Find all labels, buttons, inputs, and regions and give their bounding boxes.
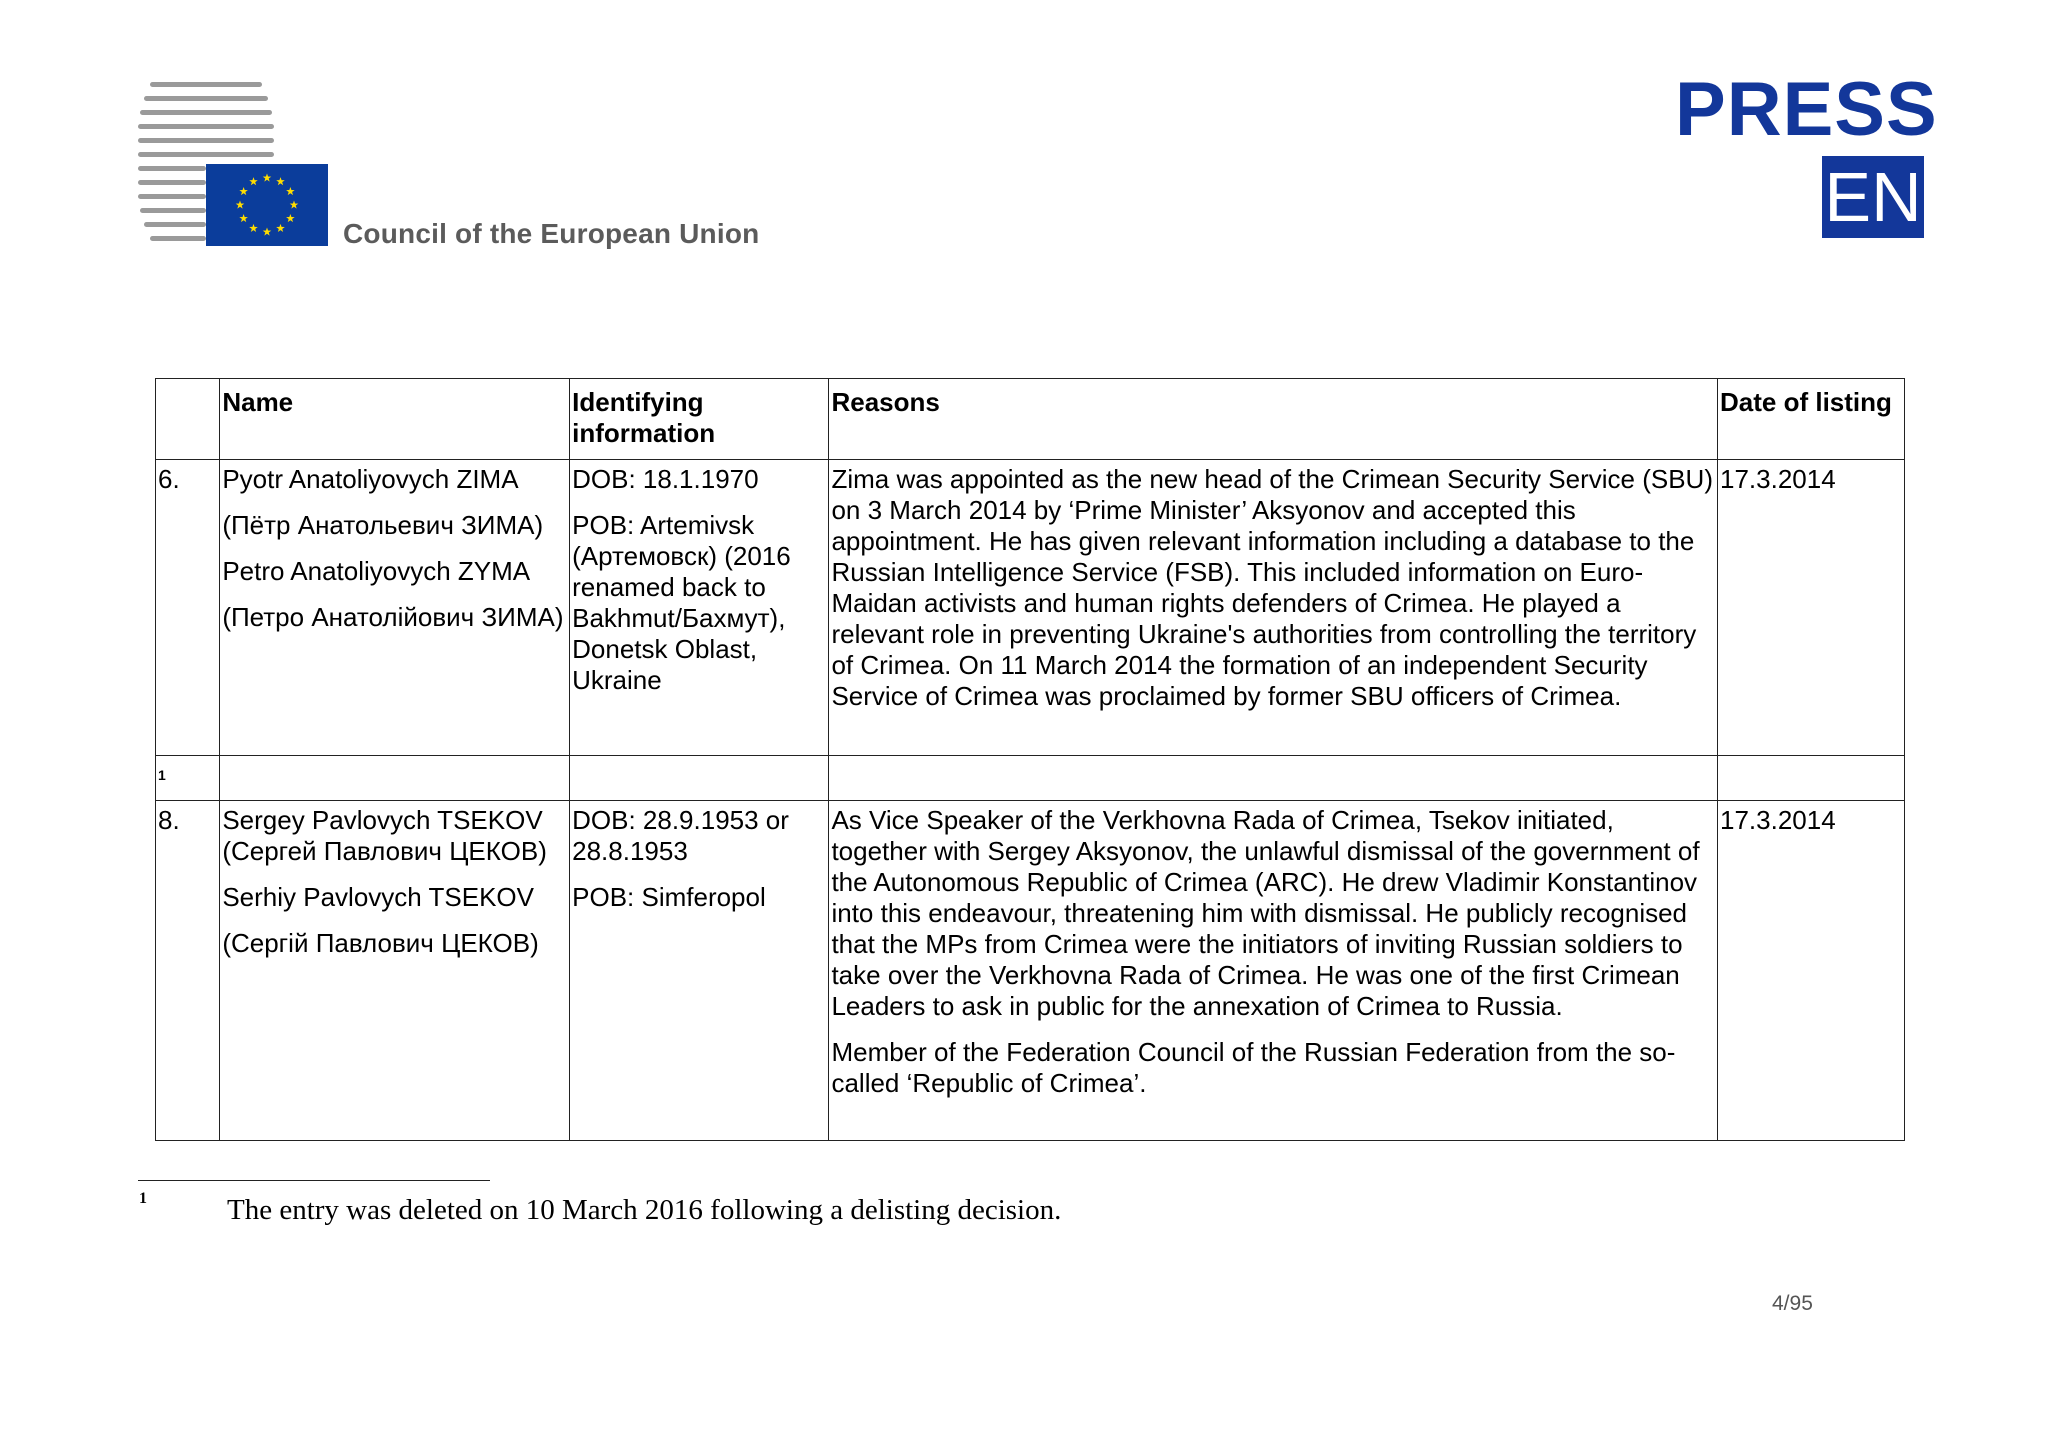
flag-star-icon xyxy=(249,177,258,185)
table-row-deleted xyxy=(156,756,1905,801)
entry-number: 6. xyxy=(156,460,220,756)
flag-star-icon xyxy=(239,214,248,222)
entry-number: 8. xyxy=(156,801,220,1141)
footnote-marker: 1 xyxy=(139,1190,147,1207)
entry-reasons xyxy=(829,801,1718,1141)
flag-star-icon xyxy=(236,201,245,209)
header-reasons: Reasons xyxy=(829,379,1718,460)
footnote-text: The entry was deleted on 10 March 2016 following a delisting decision. xyxy=(227,1194,1062,1226)
entry-name: Sergey Pavlovych TSEKOV (Сергей Павлович ЦЕКОВ) xyxy=(222,805,547,866)
entry-reason-paragraph: Zima was appointed as the new head of the Crimean Security Service (SBU) on 3 March 2014 by ‘Prime Minister’ Aksyonov and accepted this appointment. He has given relevant information including a database to the Russian Intelligence Service (FSB). This included information on Euro-Maidan activists and human rights defenders of Crimea. He played a relevant role in preventing Ukraine's authorities from controlling the territory of Crimea. On 11 March 2014 the formation of an independent Security Service of Crimea was proclaimed by former SBU officers of Crimea. xyxy=(831,464,1713,711)
entry-reason-paragraph: As Vice Speaker of the Verkhovna Rada of Crimea, Tsekov initiated, together with Sergey Aksyonov, the unlawful dismissal of the government of the Autonomous Republic of Crimea (ARC). He drew Vladimir Konstantinov into this endeavour, threatening him with dismissal. He publicly recognised that the MPs from Crimea were the initiators of inviting Russian soldiers to take over the Verkhovna Rada of Crimea. He was one of the first Crimean Leaders to ask in public for the annexation of Crimea to Russia. xyxy=(831,805,1700,1021)
entry-reason-paragraph: Member of the Federation Council of the Russian Federation from the so-called ‘Republic of Crimea’. xyxy=(831,1037,1676,1098)
entry-date: 17.3.2014 xyxy=(1718,801,1905,1141)
entry-name: Pyotr Anatoliyovych ZIMA xyxy=(222,464,519,494)
entry-name: Serhiy Pavlovych TSEKOV xyxy=(222,882,534,912)
footnote-reference: 1 xyxy=(156,756,220,801)
entry-name: (Пётр Анатольевич ЗИМА) xyxy=(222,510,544,540)
flag-star-icon xyxy=(276,224,285,232)
entry-identifying xyxy=(570,801,829,1141)
flag-star-icon xyxy=(263,228,272,236)
entry-name: (Сергій Павлович ЦЕКОВ) xyxy=(222,928,539,958)
entry-reasons xyxy=(829,460,1718,756)
entry-dob: DOB: 28.9.1953 or 28.8.1953 xyxy=(572,805,789,866)
entry-names xyxy=(220,460,570,756)
entry-dob: DOB: 18.1.1970 xyxy=(572,464,759,494)
flag-star-icon xyxy=(263,174,272,182)
flag-star-icon xyxy=(249,224,258,232)
table-row xyxy=(156,460,1905,756)
language-badge: EN xyxy=(1822,156,1924,238)
entry-name: (Петро Анатолійович ЗИМА) xyxy=(222,602,564,632)
header-identifying: Identifying information xyxy=(570,379,829,460)
eu-flag-icon xyxy=(206,164,328,246)
entry-names xyxy=(220,801,570,1141)
page-number: 4/95 xyxy=(1772,1292,1813,1315)
flag-star-icon xyxy=(286,214,295,222)
table-header-row xyxy=(156,379,1905,460)
sanctions-table xyxy=(155,378,1905,1141)
footnote-divider xyxy=(138,1180,490,1181)
eu-council-logo-icon xyxy=(138,82,338,247)
header-date: Date of listing xyxy=(1718,379,1905,460)
flag-star-icon xyxy=(276,177,285,185)
entry-pob: POB: Simferopol xyxy=(572,882,766,912)
flag-star-icon xyxy=(290,201,299,209)
header-name: Name xyxy=(220,379,570,460)
press-label: PRESS xyxy=(1675,67,1938,152)
flag-star-icon xyxy=(239,187,248,195)
organization-name: Council of the European Union xyxy=(343,218,760,249)
entry-pob: POB: Artemivsk (Артемовск) (2016 renamed back to Bakhmut/Бахмут), Donetsk Oblast, Ukraine xyxy=(572,510,791,695)
entry-date: 17.3.2014 xyxy=(1718,460,1905,756)
table-row xyxy=(156,801,1905,1141)
entry-name: Petro Anatoliyovych ZYMA xyxy=(222,556,531,586)
header-number xyxy=(156,379,220,460)
flag-star-icon xyxy=(286,187,295,195)
entry-identifying xyxy=(570,460,829,756)
